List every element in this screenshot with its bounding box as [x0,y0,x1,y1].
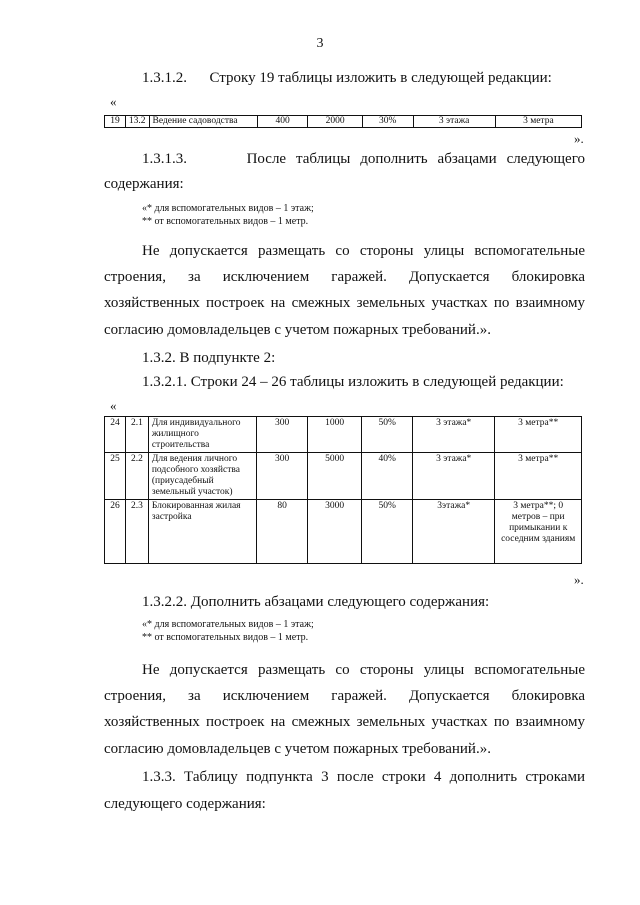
table-cell: 24 [105,417,126,453]
paragraph-b-line3: хозяйственных построек на смежных земельных участках по взаимному [104,714,585,730]
quote-close-1: ». [574,131,584,146]
quote-open-2: « [110,398,117,413]
table-cell: 25 [105,453,126,500]
table-cell: 2.3 [125,500,148,564]
note-a-line2: ** от вспомогательных видов – 1 метр. [142,216,309,227]
table-cell: Ведение садоводства [149,116,257,128]
table-cell: 40% [362,453,413,500]
table-row [105,453,582,500]
page-number: 3 [316,36,324,51]
paragraph-1-3-2-2: 1.3.2.2. Дополнить абзацами следующего содержания: [142,594,490,610]
paragraph-b-line4: согласию домовладельцев с учетом пожарных требований.». [104,741,491,757]
paragraph-1-3-1-2: 1.3.1.2. Строку 19 таблицы изложить в следующей редакции: [142,70,552,86]
table-cell: 3 этажа* [413,453,495,500]
table-cell: 300 [257,453,308,500]
paragraph-1-3-2-1: 1.3.2.1. Строки 24 – 26 таблицы изложить в следующей редакции: [142,374,564,390]
table-cell: 3 метра** [495,417,582,453]
table-cell: 5000 [307,453,362,500]
table-cell: 26 [105,500,126,564]
paragraph-b-line1: Не допускается размещать со стороны улицы вспомогательные [142,662,585,678]
paragraph-a-line2: строения, за исключением гаражей. Допускается блокировка [104,269,585,285]
note-a-line1: «* для вспомогательных видов – 1 этаж; [142,203,314,214]
paragraph-1-3-3-line1: 1.3.3. Таблицу подпункта 3 после строки 4 дополнить строками [142,769,585,785]
note-b-line2: ** от вспомогательных видов – 1 метр. [142,632,309,643]
table-cell: 3 метра** [495,453,582,500]
table-cell: 2.1 [125,417,148,453]
paragraph-1-3-2: 1.3.2. В подпункте 2: [142,350,276,366]
table-cell: Для индивидуального жилищного строительства [148,417,257,453]
table-cell: 3 метра [495,116,581,128]
paragraph-1-3-3-line2: следующего содержания: [104,796,266,812]
table-cell: 3 этажа [413,116,495,128]
table-cell: 2000 [308,116,363,128]
table-row [105,116,582,128]
quote-close-2: ». [574,572,584,587]
paragraph-1-3-1-3-line2: содержания: [104,176,184,192]
paragraph-a-line4: согласию домовладельцев с учетом пожарных требований.». [104,322,491,338]
table-cell: 2.2 [125,453,148,500]
table-cell: 30% [362,116,413,128]
paragraph-b-line2: строения, за исключением гаражей. Допускается блокировка [104,688,585,704]
table-cell: Блокированная жилая застройка [148,500,257,564]
table-cell: 300 [257,417,308,453]
table-cell: 3 этажа* [413,417,495,453]
paragraph-a-line3: хозяйственных построек на смежных земельных участках по взаимному [104,295,585,311]
paragraph-1-3-1-3-line1: 1.3.1.3. После таблицы дополнить абзацами следующего [142,151,585,167]
paragraph-a-line1: Не допускается размещать со стороны улицы вспомогательные [142,243,585,259]
table-cell: Для ведения личного подсобного хозяйства (приусадебный земельный участок) [148,453,257,500]
table-cell: 3 метра**; 0 метров – при примыкании к соседним зданиям [495,500,582,564]
note-b-line1: «* для вспомогательных видов – 1 этаж; [142,619,314,630]
table-cell: 1000 [307,417,362,453]
table-row [105,500,582,564]
table-cell: 13.2 [125,116,149,128]
table-cell: 400 [257,116,308,128]
table-row [105,417,582,453]
table-cell: 3этажа* [413,500,495,564]
quote-open-1: « [110,94,117,109]
table-row-19 [104,115,582,128]
table-cell: 3000 [307,500,362,564]
table-cell: 19 [105,116,126,128]
table-cell: 50% [362,500,413,564]
table-cell: 50% [362,417,413,453]
table-cell: 80 [257,500,308,564]
table-rows-24-26 [104,416,582,564]
